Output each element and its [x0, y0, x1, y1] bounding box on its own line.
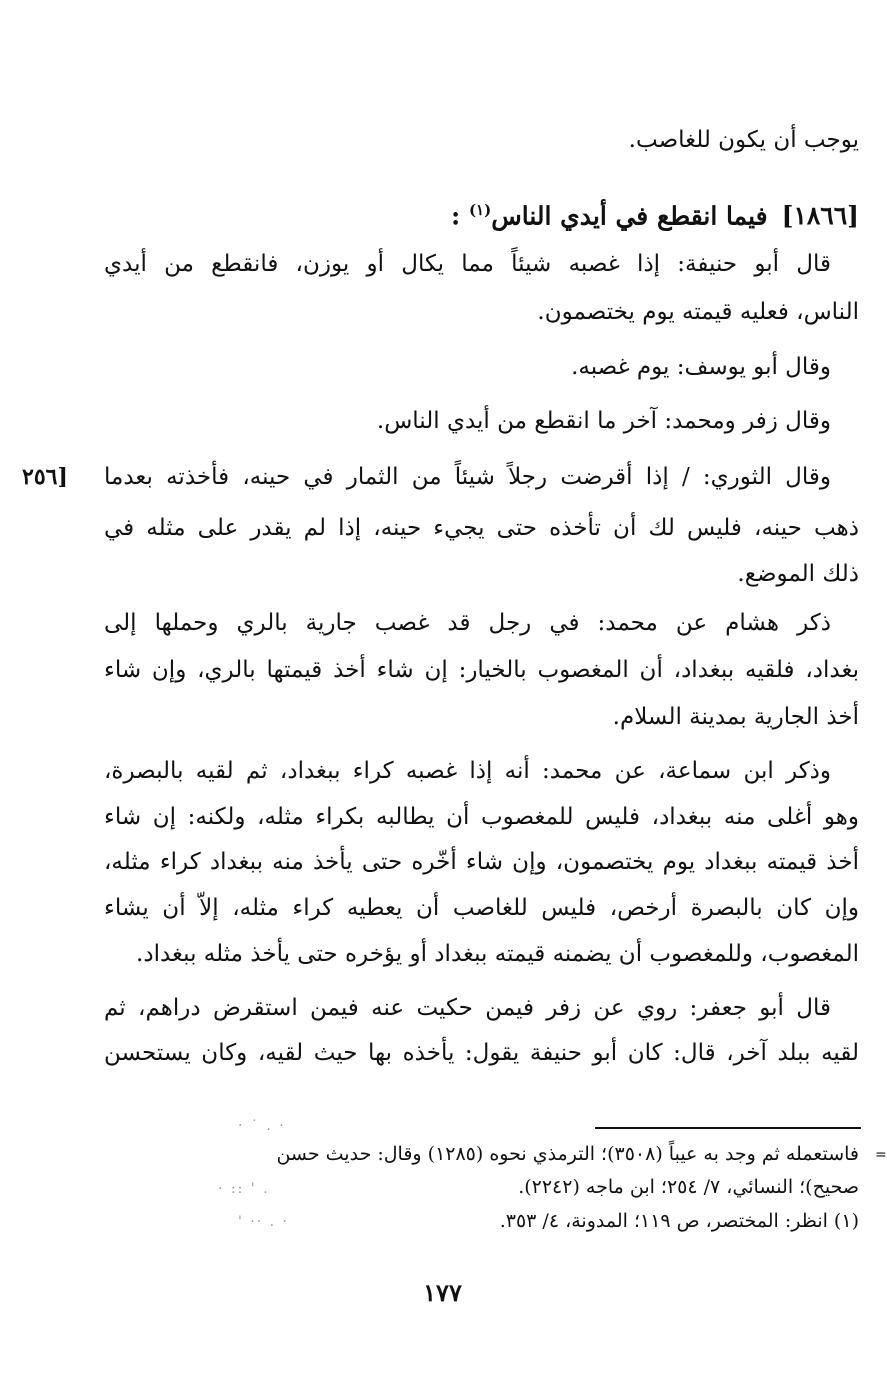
paragraph-line: وذكر ابن سماعة، عن محمد: أنه إذا غصبه كراء ببغداد، ثم لقيه بالبصرة، [104, 758, 831, 784]
footnote-continuation-mark: = [875, 1147, 887, 1163]
scan-artifact: · :: ' . [218, 1181, 270, 1197]
paragraph-line: وقال أبو يوسف: يوم غصبه. [571, 354, 831, 380]
paragraph-line: وقال الثوري: / إذا أقرضت رجلاً شيئاً من الثمار في حينه، فأخذته بعدما [104, 464, 831, 490]
paragraph-line: أخذ الجارية بمدينة السلام. [612, 704, 859, 730]
section-number: [١٨٦٦] [781, 201, 859, 231]
footnote-separator [595, 1127, 861, 1129]
paragraph-line: قال أبو جعفر: روي عن زفر فيمن حكيت عنه فيمن استقرض دراهم، ثم [104, 995, 831, 1021]
paragraph-line: بغداد، فلقيه ببغداد، أن المغصوب بالخيار: إن شاء أخذ قيمتها بالري، وإن شاء [104, 657, 859, 683]
paragraph-line: ذكر هشام عن محمد: في رجل قد غصب جارية بالري وحملها إلى [104, 610, 831, 636]
footnote-1: (١) انظر: المختصر، ص ١١٩؛ المدونة، ٤/ ٣٥٣. [499, 1210, 859, 1232]
paragraph-line: وإن كان بالبصرة أرخص، فليس للغاصب أن يعطيه كراء مثله، إلاّ أن يشاء [104, 895, 859, 921]
section-colon: : [450, 201, 461, 231]
section-heading [451, 190, 859, 236]
paragraph-line: لقيه ببلد آخر، قال: كان أبو حنيفة يقول: يأخذه بها حيث لقيه، وكان يستحسن [104, 1040, 859, 1066]
paragraph-line: أخذ قيمته ببغداد يوم يختصمون، وإن شاء أخّره حتى يأخذ منه ببغداد كراء مثله، [104, 849, 859, 875]
paragraph-line: ذهب حينه، فليس لك أن تأخذه حتى يجيء حينه، إذا لم يقدر على مثله في [104, 515, 859, 541]
margin-page-marker: [٢٥٦ [22, 464, 68, 490]
footnote-line: فاستعمله ثم وجد به عيباً (٣٥٠٨)؛ الترمذي نحوه (١٢٨٥) وقال: حديث حسن [276, 1143, 859, 1165]
paragraph-line: قال أبو حنيفة: إذا غصبه شيئاً مما يكال أو يوزن، فانقطع من أيدي [104, 251, 831, 277]
footnote-ref: (١) [468, 201, 492, 219]
paragraph-line: ذلك الموضع. [737, 561, 859, 587]
page-number: ١٧٧ [423, 1278, 462, 1307]
scan-artifact: ' ·· . · [238, 1214, 289, 1230]
paragraph-line: وقال زفر ومحمد: آخر ما انقطع من أيدي الناس. [376, 408, 831, 434]
paragraph-line: وهو أغلى منه ببغداد، فليس للمغصوب أن يطالبه بكراء مثله، ولكنه: إن شاء [104, 804, 859, 830]
top-line: يوجب أن يكون للغاصب. [628, 127, 859, 153]
paragraph-line: الناس، فعليه قيمته يوم يختصمون. [537, 299, 859, 325]
scan-artifact: · ˙ . · [238, 1118, 286, 1134]
paragraph-line: المغصوب، وللمغصوب أن يضمنه قيمته ببغداد أو يؤخره حتى يأخذ مثله ببغداد. [136, 941, 859, 967]
footnote-line: صحيح)؛ النسائي، ٧/ ٢٥٤؛ ابن ماجه (٢٢٤٢). [518, 1176, 859, 1198]
section-title: فيما انقطع في أيدي الناس [491, 201, 768, 231]
